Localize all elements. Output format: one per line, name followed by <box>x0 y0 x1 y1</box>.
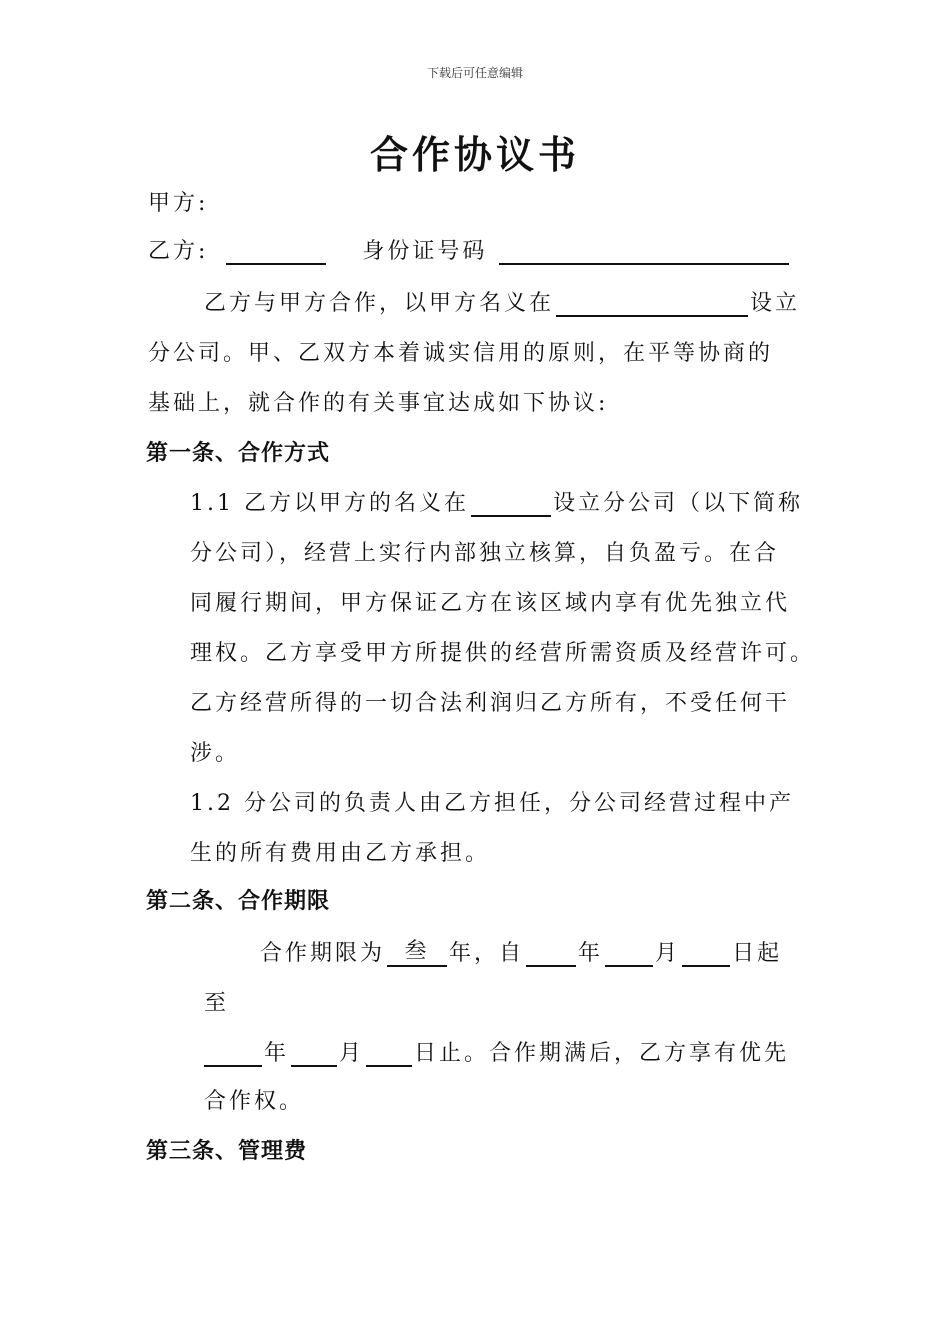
s1-p2-line-1: 1.2 分公司的负责人由乙方担任，分公司经营过程中产 <box>190 791 794 816</box>
end-day-text: 日止。合作期满后，乙方享有优先 <box>414 1041 790 1066</box>
s2-line-3 <box>204 1036 789 1067</box>
start-month-blank[interactable] <box>605 941 653 967</box>
s1-p1-line-6: 涉。 <box>190 741 241 766</box>
party-b-name-blank[interactable] <box>226 239 326 265</box>
intro-line-2: 分公司。甲、乙双方本着诚实信用的原则，在平等协商的 <box>148 341 774 366</box>
end-day-blank[interactable] <box>366 1041 412 1067</box>
term-label: 合作期限为 <box>260 941 386 966</box>
start-day-blank[interactable] <box>682 941 730 967</box>
intro-text-1a: 乙方与甲方合作，以甲方名义在 <box>204 291 555 316</box>
id-number-blank[interactable] <box>499 239 789 265</box>
s1-p1-text-1a: 1.1 乙方以甲方的名义在 <box>190 491 469 516</box>
end-year-unit: 年 <box>264 1041 290 1066</box>
start-day-unit: 日起 <box>732 941 783 966</box>
header-note: 下载后可任意编辑 <box>426 66 523 80</box>
s1-p1-text-1b: 设立分公司（以下简称 <box>552 491 803 516</box>
party-b-line <box>148 234 791 265</box>
end-year-blank[interactable] <box>204 1041 262 1067</box>
s1-p1-line-3: 同履行期间，甲方保证乙方在该区域内享有优先独立代 <box>190 591 791 616</box>
start-year-blank[interactable] <box>526 941 576 967</box>
start-year-unit: 年 <box>578 941 604 966</box>
intro-text-1b: 设立 <box>750 291 801 316</box>
party-a-line <box>148 186 208 217</box>
intro-location-blank[interactable] <box>556 291 748 317</box>
section-1-heading: 第一条、合作方式 <box>146 440 331 466</box>
end-month-blank[interactable] <box>291 1041 337 1067</box>
section-3-heading: 第三条、管理费 <box>146 1138 308 1164</box>
term-years-value[interactable]: 叁 <box>387 934 447 967</box>
s2-line-1 <box>260 934 782 967</box>
intro-line-3: 基础上，就合作的有关事宜达成如下协议: <box>148 391 609 416</box>
intro-line-1 <box>204 286 800 317</box>
s2-line-2: 至 <box>204 991 230 1016</box>
term-from-text: 年，自 <box>449 941 525 966</box>
s1-p1-line-2: 分公司），经营上实行内部独立核算，自负盈亏。在合 <box>190 541 780 566</box>
s1-location-blank[interactable] <box>471 491 551 517</box>
s2-line-4: 合作权。 <box>204 1089 305 1114</box>
party-b-label: 乙方: <box>148 239 209 264</box>
s1-p1-line-4: 理权。乙方享受甲方所提供的经营所需资质及经营许可。 <box>190 641 816 666</box>
party-a-label: 甲方: <box>148 191 209 216</box>
document-title: 合作协议书 <box>369 132 580 177</box>
section-2-heading: 第二条、合作期限 <box>146 888 331 914</box>
s1-p2-line-2: 生的所有费用由乙方承担。 <box>190 841 491 866</box>
id-number-label: 身份证号码 <box>362 239 488 264</box>
s1-p1-line-1 <box>190 486 803 517</box>
s1-p1-line-5: 乙方经营所得的一切合法利润归乙方所有，不受任何干 <box>190 691 791 716</box>
end-month-unit: 月 <box>339 1041 365 1066</box>
start-month-unit: 月 <box>655 941 681 966</box>
